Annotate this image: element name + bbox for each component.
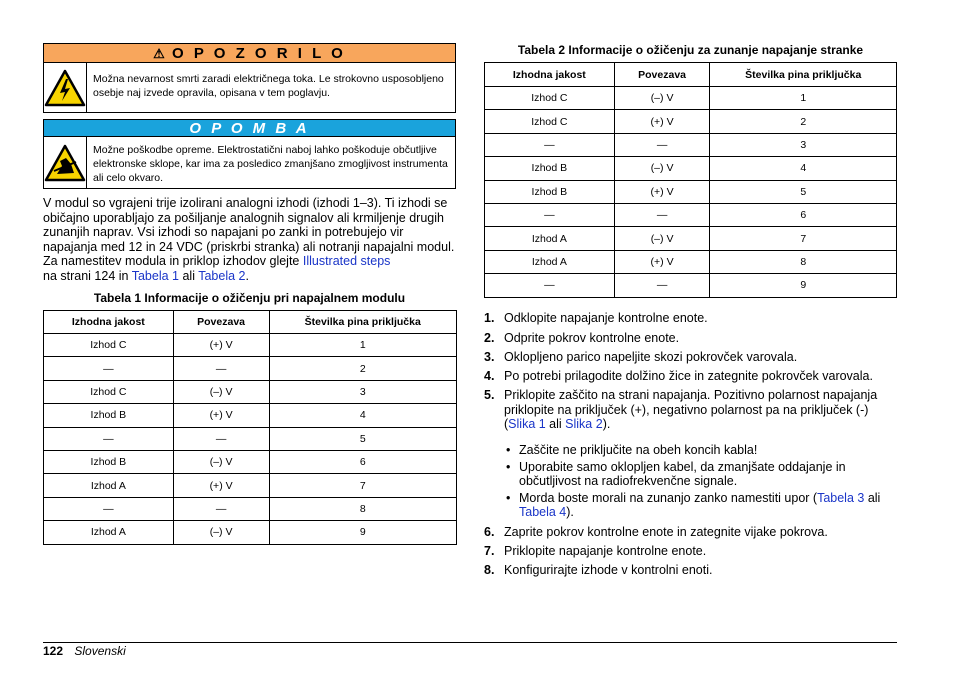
table-cell: 8 xyxy=(710,250,897,273)
table2-header: Povezava xyxy=(614,63,710,87)
bullet3-text-3: ). xyxy=(566,505,574,519)
table-cell: — xyxy=(614,203,710,226)
table-row xyxy=(44,521,457,544)
table-row xyxy=(44,404,457,427)
table-row xyxy=(44,357,457,380)
bullet-icon: • xyxy=(506,460,511,474)
footer-language: Slovenski xyxy=(74,644,126,658)
table-cell: (+) V xyxy=(173,334,269,357)
table-cell: (–) V xyxy=(614,87,710,110)
warning-triangle-icon: ⚠ xyxy=(153,46,165,61)
table-cell: — xyxy=(44,497,174,520)
table-row xyxy=(485,203,897,226)
table-cell: (–) V xyxy=(173,521,269,544)
table-cell: Izhod A xyxy=(44,474,174,497)
warning-banner xyxy=(43,43,456,63)
step-number: 7. xyxy=(484,544,495,558)
intro-text-2: na strani 124 in xyxy=(43,268,132,283)
note-banner xyxy=(43,119,456,137)
table-cell: Izhod C xyxy=(44,380,174,403)
step-text: Oklopljeno parico napeljite skozi pokrovček varovala. xyxy=(504,350,798,364)
step5-text: Priklopite zaščito na strani napajanja. Pozitivno polarnost napajanja priklopite na priključek (+), negativno polarnost pa na priključek (-) ( xyxy=(504,388,878,432)
bullet-icon: • xyxy=(506,491,511,505)
step-text: Zaprite pokrov kontrolne enote in zategnite vijake pokrova. xyxy=(504,525,828,539)
table2-header-row xyxy=(485,63,897,87)
table2-header: Izhodna jakost xyxy=(485,63,615,87)
tabela-4-link[interactable]: Tabela 4 xyxy=(519,505,567,519)
table-cell: 4 xyxy=(269,404,457,427)
table-row xyxy=(485,180,897,203)
bullet-text-3 xyxy=(519,491,889,519)
table-cell: 2 xyxy=(710,110,897,133)
step-number: 5. xyxy=(484,388,495,402)
table-cell: — xyxy=(173,357,269,380)
step-number: 3. xyxy=(484,350,495,364)
intro-text-4: . xyxy=(245,268,249,283)
tabela-3-link[interactable]: Tabela 3 xyxy=(817,491,865,505)
table-cell: 5 xyxy=(710,180,897,203)
table1-header: Povezava xyxy=(173,311,269,334)
note-box xyxy=(43,137,456,189)
table-row xyxy=(44,497,457,520)
table-row xyxy=(485,87,897,110)
illustrated-steps-link[interactable]: Illustrated steps xyxy=(302,254,391,269)
table-cell: Izhod B xyxy=(44,404,174,427)
page-number: 122 xyxy=(43,644,64,658)
table1-header-row xyxy=(44,311,457,334)
table1 xyxy=(43,310,457,545)
table-row xyxy=(485,133,897,156)
slika-2-link[interactable]: Slika 2 xyxy=(565,417,603,432)
table-cell: Izhod A xyxy=(44,521,174,544)
intro-text-3: ali xyxy=(179,268,199,283)
table-row xyxy=(485,250,897,273)
table-cell: — xyxy=(485,133,615,156)
table-row xyxy=(485,157,897,180)
table-cell: 9 xyxy=(710,274,897,297)
slika-1-link[interactable]: Slika 1 xyxy=(508,417,546,432)
table-row xyxy=(44,474,457,497)
table-cell: (+) V xyxy=(614,250,710,273)
table-row xyxy=(44,380,457,403)
table-row xyxy=(44,334,457,357)
tabela-1-link[interactable]: Tabela 1 xyxy=(131,268,179,283)
table-cell: Izhod C xyxy=(485,110,615,133)
table-cell: 4 xyxy=(710,157,897,180)
step-number: 2. xyxy=(484,331,495,345)
table2 xyxy=(484,62,897,298)
electrical-hazard-icon xyxy=(44,63,87,112)
bullet3-text-2: ali xyxy=(864,491,881,505)
table-cell: — xyxy=(614,274,710,297)
table-cell: Izhod B xyxy=(44,450,174,473)
table-cell: 7 xyxy=(710,227,897,250)
step-text: Odprite pokrov kontrolne enote. xyxy=(504,331,680,345)
warning-text: Možna nevarnost smrti zaradi električnega toka. Le strokovno usposobljeno osebje naj izvede opravila, opisana v tem poglavju. xyxy=(93,73,444,99)
table-cell: — xyxy=(485,203,615,226)
table-cell: (+) V xyxy=(614,110,710,133)
table-cell: Izhod A xyxy=(485,250,615,273)
table-cell: (+) V xyxy=(173,404,269,427)
table2-caption: Tabela 2 Informacije o ožičenju za zunanje napajanje stranke xyxy=(517,43,864,57)
step-text: Po potrebi prilagodite dolžino žice in zategnite pokrovček varovala. xyxy=(504,369,873,383)
footer-divider xyxy=(43,642,897,643)
table1-header: Izhodna jakost xyxy=(44,311,174,334)
table-cell: — xyxy=(485,274,615,297)
step-text xyxy=(504,388,894,432)
table-row xyxy=(44,450,457,473)
table-cell: (–) V xyxy=(614,157,710,180)
note-title: O P O M B A xyxy=(189,120,310,137)
step-number: 4. xyxy=(484,369,495,383)
step5-text-3: ). xyxy=(602,417,611,432)
table-cell: — xyxy=(173,427,269,450)
step-text: Priklopite napajanje kontrolne enote. xyxy=(504,544,707,558)
table-cell: 7 xyxy=(269,474,457,497)
step-number: 1. xyxy=(484,311,495,325)
table-cell: 1 xyxy=(710,87,897,110)
table-cell: — xyxy=(44,427,174,450)
bullet-text-1: Zaščite ne priključite na obeh koncih kabla! xyxy=(519,443,758,457)
table-cell: Izhod B xyxy=(485,157,615,180)
table-cell: 3 xyxy=(269,380,457,403)
tabela-2-link[interactable]: Tabela 2 xyxy=(198,268,246,283)
table-cell: Izhod C xyxy=(485,87,615,110)
table-cell: — xyxy=(44,357,174,380)
table-cell: — xyxy=(614,133,710,156)
table-cell: 6 xyxy=(269,450,457,473)
table-cell: Izhod B xyxy=(485,180,615,203)
table-cell: 2 xyxy=(269,357,457,380)
table-cell: 5 xyxy=(269,427,457,450)
step5-text-2: ali xyxy=(545,417,566,432)
table-cell: Izhod A xyxy=(485,227,615,250)
table-cell: 3 xyxy=(710,133,897,156)
esd-hazard-icon xyxy=(44,137,87,188)
table-cell: (+) V xyxy=(614,180,710,203)
intro-text: V modul so vgrajeni trije izolirani analogni izhodi (izhodi 1–3). Ti izhodi se običajno uporabljajo za pošiljanje analognih signalov ali krmiljenje drugih zunanjih naprav. Vsi izhodi so napajani po zanki in potrebujejo vir napajanja med 12 in 24 VDC (priskrbi stranka) ali notranji napajalni modul. Za namestitev modula in priklop izhodov glejte xyxy=(43,196,455,269)
table-cell: — xyxy=(173,497,269,520)
bullet-text-2: Uporabite samo oklopljen kabel, da zmanjšate oddajanje in občutljivost na radiofrekvenčne signale. xyxy=(519,460,846,488)
table1-caption: Tabela 1 Informacije o ožičenju pri napajalnem modulu xyxy=(93,291,406,305)
table-cell: 6 xyxy=(710,203,897,226)
step-text: Konfigurirajte izhode v kontrolni enoti. xyxy=(504,563,713,577)
step-text: Odklopite napajanje kontrolne enote. xyxy=(504,311,708,325)
table-cell: (–) V xyxy=(614,227,710,250)
bullet3-text: Morda boste morali na zunanjo zanko namestiti upor ( xyxy=(519,491,818,505)
bullet-icon: • xyxy=(506,443,511,457)
warning-title: O P O Z O R I L O xyxy=(172,45,346,62)
step-number: 6. xyxy=(484,525,495,539)
table-cell: (–) V xyxy=(173,380,269,403)
step-number: 8. xyxy=(484,563,495,577)
table2-header: Številka pina priključka xyxy=(710,63,897,87)
table-cell: (+) V xyxy=(173,474,269,497)
table-row xyxy=(485,110,897,133)
footer xyxy=(43,644,126,658)
note-text: Možne poškodbe opreme. Elektrostatični naboj lahko poškoduje občutljive elektronske sklope, kar ima za posledico zmanjšano zmogljivost instrumenta ali celo okvaro. xyxy=(93,144,448,184)
table-cell: 9 xyxy=(269,521,457,544)
intro-paragraph xyxy=(43,196,459,284)
table-cell: Izhod C xyxy=(44,334,174,357)
table1-header: Številka pina priključka xyxy=(269,311,457,334)
table-cell: 8 xyxy=(269,497,457,520)
table-cell: 1 xyxy=(269,334,457,357)
table-row xyxy=(485,227,897,250)
table-cell: (–) V xyxy=(173,450,269,473)
warning-box xyxy=(43,63,456,113)
table-row xyxy=(485,274,897,297)
table-row xyxy=(44,427,457,450)
